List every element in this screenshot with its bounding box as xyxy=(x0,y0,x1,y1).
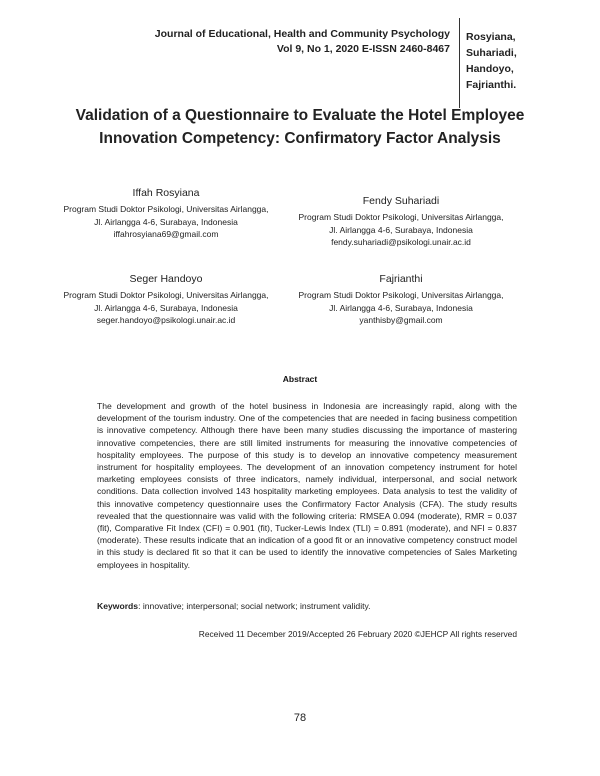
header-divider xyxy=(459,18,460,108)
author-name: Iffah Rosyiana xyxy=(132,187,200,199)
keywords-label: Keywords xyxy=(97,601,139,611)
author-block xyxy=(281,193,521,249)
header-author: Rosyiana, xyxy=(466,31,516,43)
author-address: Jl. Airlangga 4-6, Surabaya, Indonesia xyxy=(94,216,238,227)
header-authors xyxy=(466,29,596,93)
journal-volume-issn: Vol 9, No 1, 2020 E-ISSN 2460-8467 xyxy=(276,43,450,55)
abstract-heading: Abstract xyxy=(282,374,318,384)
author-email[interactable]: seger.handoyo@psikologi.unair.ac.id xyxy=(96,315,236,325)
author-block xyxy=(46,271,286,327)
header-author: Handoyo, xyxy=(466,63,514,75)
author-address: Jl. Airlangga 4-6, Surabaya, Indonesia xyxy=(329,302,473,313)
journal-info xyxy=(100,27,450,57)
author-email[interactable]: iffahrosyiana69@gmail.com xyxy=(113,229,219,239)
header-author: Suhariadi, xyxy=(466,47,517,59)
author-affiliation: Program Studi Doktor Psikologi, Universitas Airlangga, xyxy=(63,204,269,214)
author-block xyxy=(281,271,521,327)
author-address: Jl. Airlangga 4-6, Surabaya, Indonesia xyxy=(329,224,473,235)
author-block xyxy=(46,185,286,241)
paper-title-line: Innovation Competency: Confirmatory Factor Analysis xyxy=(99,130,501,147)
author-name: Fendy Suhariadi xyxy=(362,195,440,207)
abstract-body: The development and growth of the hotel business in Indonesia are increasingly rapid, along with the development of the tourism industry. One of the competencies that are needed in facing business competition is innovative competency. Although there have been many studies discussing the importance of mastering innovative competencies, there are still limited instruments for measuring the innovative competencies of hospitality employees. The purpose of this study is to develop an innovative competency measurement instrument for hospitality employees. The development of an innovation competency instrument for hotel marketing employees consists of three indicators, namely individual, interpersonal, and social network conditions. Data collection involved 143 hospitality marketing employees. Data analysis to test the validity of this innovative competency questionnaire uses the Confirmatory Factor Analysis (CFA). The study results revealed that the questionnaire was valid with the following criteria: RMSEA 0.094 (moderate), RMR = 0.037 (fit), Comparative Fit Index (CFI) = 0.901 (fit), Tucker-Lewis Index (TLI) = 0.891 (moderate), and NFI = 0.837 (moderate). These results indicate that an indication of a good fit or an innovative competency construct model in this study is declared fit so that it can be used to identify the innovative competencies of Sales Marketing employees in hospitality. xyxy=(97,401,517,570)
author-name: Fajrianthi xyxy=(379,273,423,285)
author-address: Jl. Airlangga 4-6, Surabaya, Indonesia xyxy=(94,302,238,313)
paper-title xyxy=(40,104,560,150)
author-affiliation: Program Studi Doktor Psikologi, Universitas Airlangga, xyxy=(298,212,504,222)
paper-title-line: Validation of a Questionnaire to Evaluate the Hotel Employee xyxy=(75,107,525,124)
author-email[interactable]: yanthisby@gmail.com xyxy=(359,315,443,325)
author-affiliation: Program Studi Doktor Psikologi, Universitas Airlangga, xyxy=(298,290,504,300)
journal-name: Journal of Educational, Health and Community Psychology xyxy=(154,28,450,40)
keywords-text: : innovative; interpersonal; social network; instrument validity. xyxy=(138,601,371,611)
header-author: Fajrianthi. xyxy=(466,79,517,91)
author-affiliation: Program Studi Doktor Psikologi, Universitas Airlangga, xyxy=(63,290,269,300)
author-name: Seger Handoyo xyxy=(129,273,203,285)
keywords xyxy=(97,601,517,611)
page-number: 78 xyxy=(293,712,307,724)
author-email[interactable]: fendy.suhariadi@psikologi.unair.ac.id xyxy=(331,237,471,247)
received-accepted-note: Received 11 December 2019/Accepted 26 February 2020 ©JEHCP All rights reserved xyxy=(198,629,517,639)
